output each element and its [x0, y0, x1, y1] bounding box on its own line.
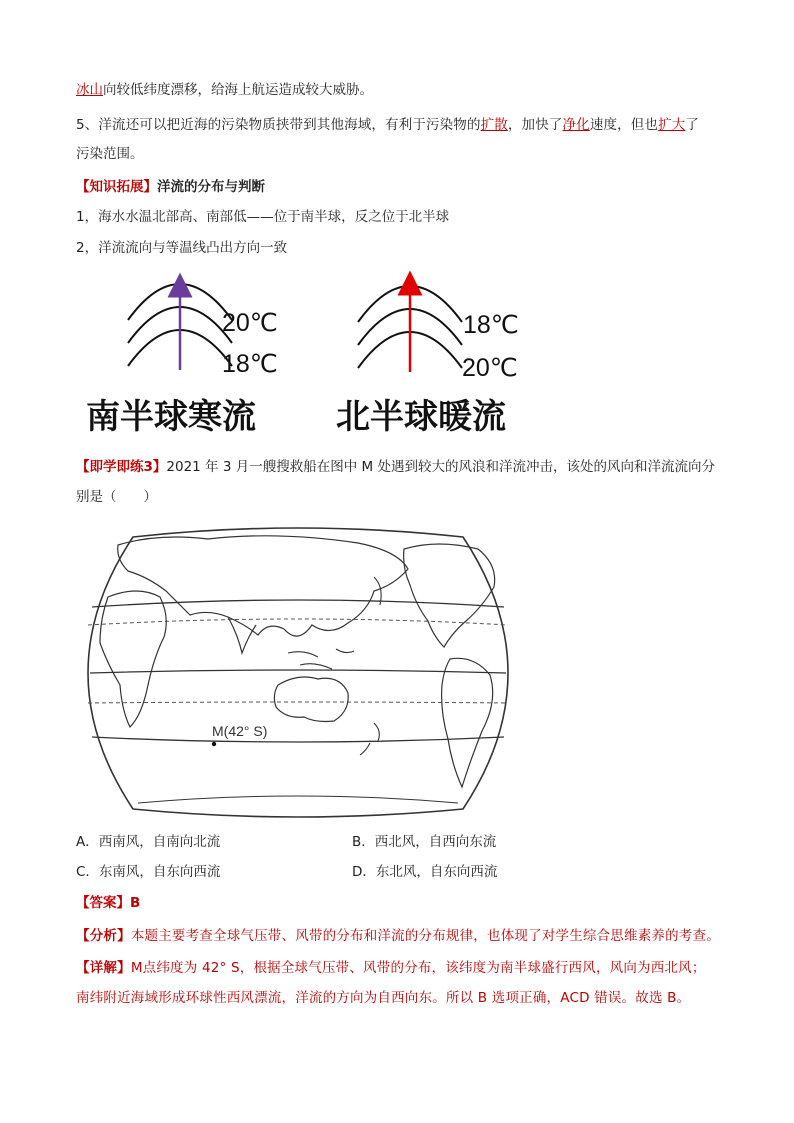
option-a[interactable]: A．西南风，自南向北流	[76, 834, 221, 850]
option-d[interactable]: D．东北风，自东向西流	[352, 864, 498, 880]
detail-text-2: 南纬附近海域形成环球性西风漂流，洋流的方向为自西向东。所以 B 选项正确，ACD 错误。故选 B。	[76, 990, 691, 1006]
left-label-bottom: 18℃	[222, 350, 278, 378]
point-m-label: M(42° S)	[212, 723, 268, 739]
analysis-tag: 【分析】	[76, 928, 131, 944]
right-label-top: 18℃	[463, 311, 519, 339]
left-label-top: 20℃	[222, 309, 278, 337]
option-c[interactable]: C．东南风，自东向西流	[76, 864, 221, 880]
practice-tag: 【即学即练3】	[76, 459, 167, 475]
right-caption: 北半球暖流	[336, 397, 506, 437]
keyword-expand: 扩大	[658, 117, 686, 133]
answer-value: B	[130, 895, 141, 911]
left-caption: 南半球寒流	[86, 397, 256, 437]
keyword-iceberg: 冰山	[76, 82, 103, 98]
point-m-marker	[212, 742, 216, 746]
answer-line	[76, 893, 140, 913]
line-2-text-b: ，加快了	[507, 117, 563, 133]
line-2-text-d: 了	[685, 117, 700, 133]
detail-tag: 【详解】	[76, 960, 131, 976]
keyword-purify: 净化	[562, 117, 590, 133]
knowledge-title: 洋流的分布与判断	[157, 179, 265, 195]
right-label-bottom: 20℃	[462, 354, 518, 382]
analysis-text: 本题主要考查全球气压带、风带的分布和洋流的分布规律，也体现了对学生综合思维素养的考查。	[130, 928, 720, 944]
analysis-line	[76, 926, 720, 946]
paragraph-line-3: 污染范围。	[76, 146, 144, 162]
line-2-text-a: 5、洋流还可以把近海的污染物质挟带到其他海域，有利于污染物的	[76, 117, 481, 133]
option-b[interactable]: B．西北风，自西向东流	[352, 834, 497, 850]
world-map	[78, 525, 518, 820]
detail-line-1	[76, 958, 706, 978]
keyword-diffusion: 扩散	[480, 117, 508, 133]
detail-text-1: M点纬度为 42° S，根据全球气压带、风带的分布，该纬度为南半球盛行西风，风向为西北风；	[130, 960, 706, 976]
practice-text-1: 2021 年 3 月一艘搜救船在图中 M 处遇到较大的风浪和洋流冲击，该处的风向和洋流流向分	[166, 459, 715, 475]
line-2-text-c: 速度，但也	[589, 117, 659, 133]
detail-line-2	[76, 988, 690, 1008]
practice-line-1	[76, 457, 715, 477]
rule-1: 1，海水水温北部高、南部低——位于南半球，反之位于北半球	[76, 209, 450, 225]
answer-tag: 【答案】	[76, 895, 130, 911]
isotherm-diagram	[0, 0, 794, 450]
rule-2: 2，洋流流向与等温线凸出方向一致	[76, 240, 288, 256]
line-1-text: 向较低纬度漂移，给海上航运造成较大威胁。	[103, 82, 373, 98]
knowledge-tag: 【知识拓展】	[76, 179, 157, 195]
practice-line-2: 别是（ ）	[76, 489, 157, 505]
